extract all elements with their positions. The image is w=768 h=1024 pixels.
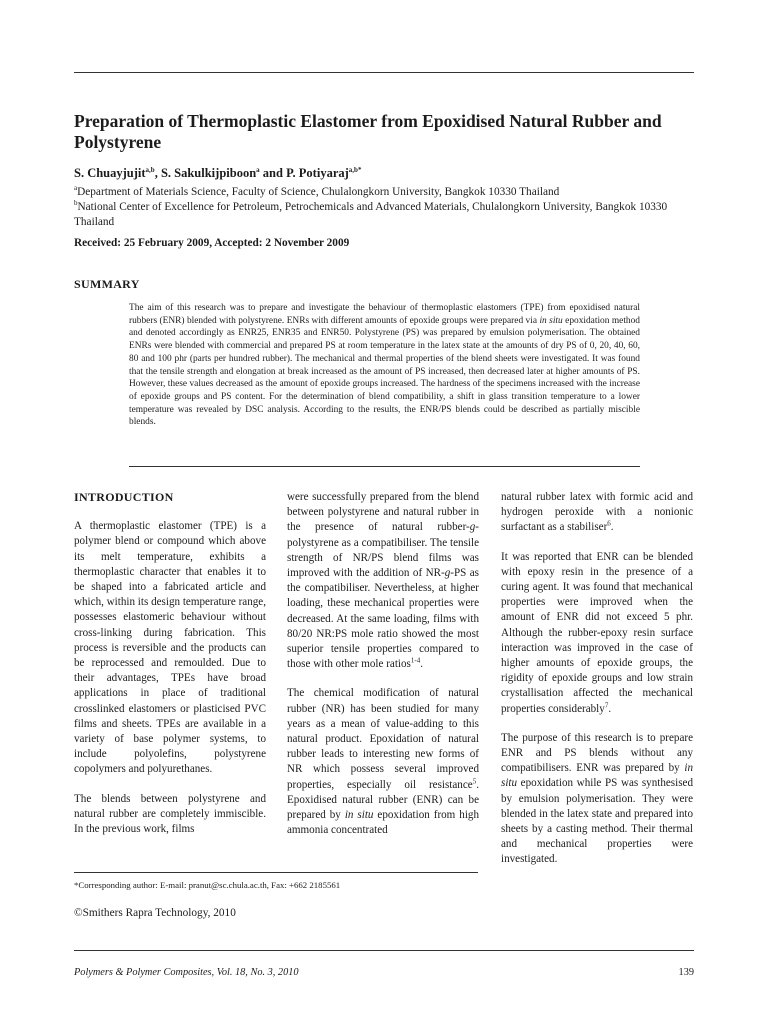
affiliation-text: Department of Materials Science, Faculty of Science, Chulalongkorn University, Bangkok 10330 Thailand — [77, 186, 560, 198]
body-paragraph: The blends between polystyrene and natural rubber are completely immiscible. In the previous work, films — [74, 792, 266, 836]
author-name: S. Chuayjujit — [74, 166, 146, 180]
affiliation — [74, 200, 674, 230]
affiliations — [74, 185, 674, 230]
column-1-body — [74, 519, 266, 837]
body-paragraph: natural rubber latex with formic acid and hydrogen peroxide with a nonionic surfactant as a stabiliser$^6$. — [501, 491, 693, 534]
affiliation-label: b — [74, 199, 78, 208]
summary-heading: SUMMARY — [74, 277, 140, 291]
author-list — [74, 166, 361, 181]
column-2 — [287, 490, 479, 852]
footnote-rule — [74, 872, 478, 873]
affiliation-text: National Center of Excellence for Petroleum, Petrochemicals and Advanced Materials, Chulalongkorn University, Bangkok 10330 Thailand — [74, 201, 668, 228]
column-2-body — [287, 490, 479, 838]
column-3 — [501, 490, 693, 882]
author-sup: a,b* — [348, 165, 362, 174]
journal-citation: Polymers & Polymer Composites, Vol. 18, No. 3, 2010 — [74, 967, 299, 978]
body-paragraph: A thermoplastic elastomer (TPE) is a polymer blend or compound which above its melt temperature, exhibits a thermoplastic character that enables it to be shaped into a fabricated article and which, within its design temperature range, possesses elastomeric behaviour without cross-linking during fabrication. This process is reversible and the products can be reprocessed and remoulded. Due to their advantages, TPEs have broad applications in place of traditional crosslinked elastomers or plasticised PVC films and sheets. TPEs are available in a variety of base polymer systems, to include polyolefins, polystyrene copolymers and polyurethanes. — [74, 520, 266, 776]
author-name: P. Potiyaraj — [286, 166, 349, 180]
author-sup: a — [256, 165, 260, 174]
body-paragraph: The chemical modification of natural rubber (NR) has been studied for many years as a mean of value-adding to this natural product. Epoxidation of natural rubber leads to interesting new forms of NR which possess several improved properties, especially oil resistance$^5$. Epoxidised natural rubber (ENR) can be prepared by in situ epoxidation from high ammonia concentrated — [287, 687, 479, 837]
bottom-rule — [74, 950, 694, 951]
affiliation-label: a — [74, 184, 78, 193]
column-3-body — [501, 490, 693, 868]
body-paragraph: It was reported that ENR can be blended with epoxy resin in the presence of a curing agent. It was found that mechanical properties were improved when the amount of ENR did not exceed 5 phr. Although the rubber-epoxy resin surface interaction was improved in the case of higher amounts of epoxide groups, the rigidity of epoxide groups and low strain crystallisation affected the mechanical properties considerably$^7$. — [501, 550, 693, 715]
body-paragraph: were successfully prepared from the blend between polystyrene and natural rubber in the presence of natural rubber-g-polystyrene as a compatibiliser. The tensile strength of NR/PS blend films was improved with the addition of NR-g-PS as the compatibiliser. Nevertheless, at higher loading, these mechanical properties were decreased. At the same loading, films with 80/20 NR:PS mole ratio showed the most superior tensile properties compared to those with other mole ratios$^{1-4}$. — [287, 491, 479, 671]
author-separator: , — [154, 166, 161, 180]
abstract-rule — [129, 466, 640, 467]
author-separator: and — [259, 166, 287, 180]
column-1 — [74, 490, 266, 851]
copyright-notice: ©Smithers Rapra Technology, 2010 — [74, 907, 236, 919]
introduction-heading: INTRODUCTION — [74, 490, 174, 504]
top-rule — [74, 72, 694, 73]
author-name: S. Sakulkijpiboon — [160, 166, 257, 180]
received-dates: Received: 25 February 2009, Accepted: 2 November 2009 — [74, 237, 350, 249]
author-sup: a,b — [145, 165, 155, 174]
page-number: 139 — [678, 967, 694, 978]
body-paragraph: The purpose of this research is to prepare ENR and PS blends without any compatibilisers. ENR was prepared by in situ epoxidation while PS was synthesised by emulsion polymerisation. They were blended in the latex state and prepared into sheets by a casting method. Their thermal and mechanical properties were investigated. — [501, 731, 693, 866]
affiliation — [74, 185, 674, 200]
article-title: Preparation of Thermoplastic Elastomer from Epoxidised Natural Rubber and Polystyrene — [74, 111, 662, 152]
corresponding-author-footnote: *Corresponding author: E-mail: pranut@sc.chula.ac.th, Fax: +662 2185561 — [74, 880, 341, 890]
abstract-text: The aim of this research was to prepare and investigate the behaviour of thermoplastic elastomers (TPE) from epoxidised natural rubbers (ENR) blended with polystyrene. ENRs with different amounts of epoxide groups were prepared via in situ epoxidation method and denoted accordingly as ENR25, ENR35 and ENR50. Polystyrene (PS) was prepared by emulsion polymerisation. The obtained ENRs were blended with commercial and prepared PS at room temperature in the latex state at the amounts of dry PS of 0, 20, 40, 60, 80 and 100 phr (parts per hundred rubber). The mechanical and thermal properties of the blend sheets were investigated. It was found that the tensile strength and elongation at break increased as the amount of PS increased, then decreased later at higher amounts of PS. However, these values decreased as the amount of epoxide groups increased. The hardness of the specimens increased with the increase of epoxide groups and PS content. For the determination of blend compatibility, a shift in glass transition temperature to a lower temperature was revealed by DSC analysis. According to the results, the ENR/PS blends could be described as partially miscible blends. — [129, 303, 640, 428]
